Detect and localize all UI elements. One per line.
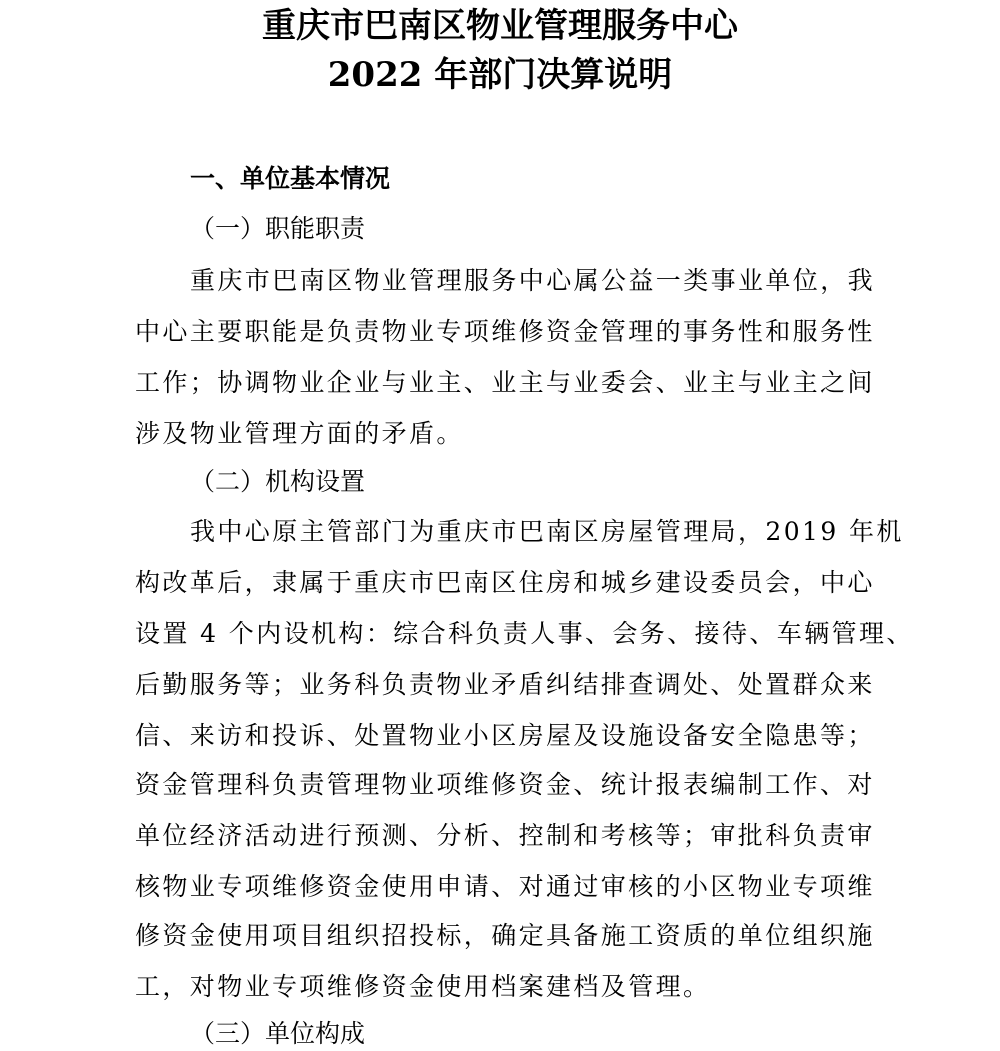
paragraph-organization-line: 单位经济活动进行预测、分析、控制和考核等；审批科负责审 xyxy=(135,821,875,850)
section-heading-unit-basics: 一、单位基本情况 xyxy=(190,164,391,193)
paragraph-organization-line: 工，对物业专项维修资金使用档案建档及管理。 xyxy=(135,972,711,1001)
paragraph-organization-line: 核物业专项维修资金使用申请、对通过审核的小区物业专项维 xyxy=(135,872,875,901)
paragraph-organization-line: 我中心原主管部门为重庆市巴南区房屋管理局，2019 年机 xyxy=(190,517,904,546)
paragraph-organization-line: 后勤服务等；业务科负责物业矛盾纠结排查调处、处置群众来 xyxy=(135,670,875,699)
paragraph-functions-line: 中心主要职能是负责物业专项维修资金管理的事务性和服务性 xyxy=(135,317,875,346)
paragraph-organization-line: 构改革后，隶属于重庆市巴南区住房和城乡建设委员会，中心 xyxy=(135,568,875,597)
document-title-line2: 2022 年部门决算说明 xyxy=(327,55,673,95)
subheading-unit-composition: （三）单位构成 xyxy=(190,1019,366,1048)
paragraph-organization-line: 信、来访和投诉、处置物业小区房屋及设施设备安全隐患等； xyxy=(135,721,875,750)
subheading-functions: （一）职能职责 xyxy=(190,214,366,243)
paragraph-functions-line: 重庆市巴南区物业管理服务中心属公益一类事业单位，我 xyxy=(190,266,876,295)
paragraph-organization-line: 修资金使用项目组织招投标，确定具备施工资质的单位组织施 xyxy=(135,921,875,950)
subheading-organization: （二）机构设置 xyxy=(190,467,366,496)
paragraph-functions-line: 涉及物业管理方面的矛盾。 xyxy=(135,419,464,448)
paragraph-organization-line: 资金管理科负责管理物业项维修资金、统计报表编制工作、对 xyxy=(135,770,875,799)
paragraph-organization-line: 设置 4 个内设机构：综合科负责人事、会务、接待、车辆管理、 xyxy=(135,619,914,648)
document-title-line1: 重庆市巴南区物业管理服务中心 xyxy=(262,6,738,46)
paragraph-functions-line: 工作；协调物业企业与业主、业主与业委会、业主与业主之间 xyxy=(135,368,875,397)
